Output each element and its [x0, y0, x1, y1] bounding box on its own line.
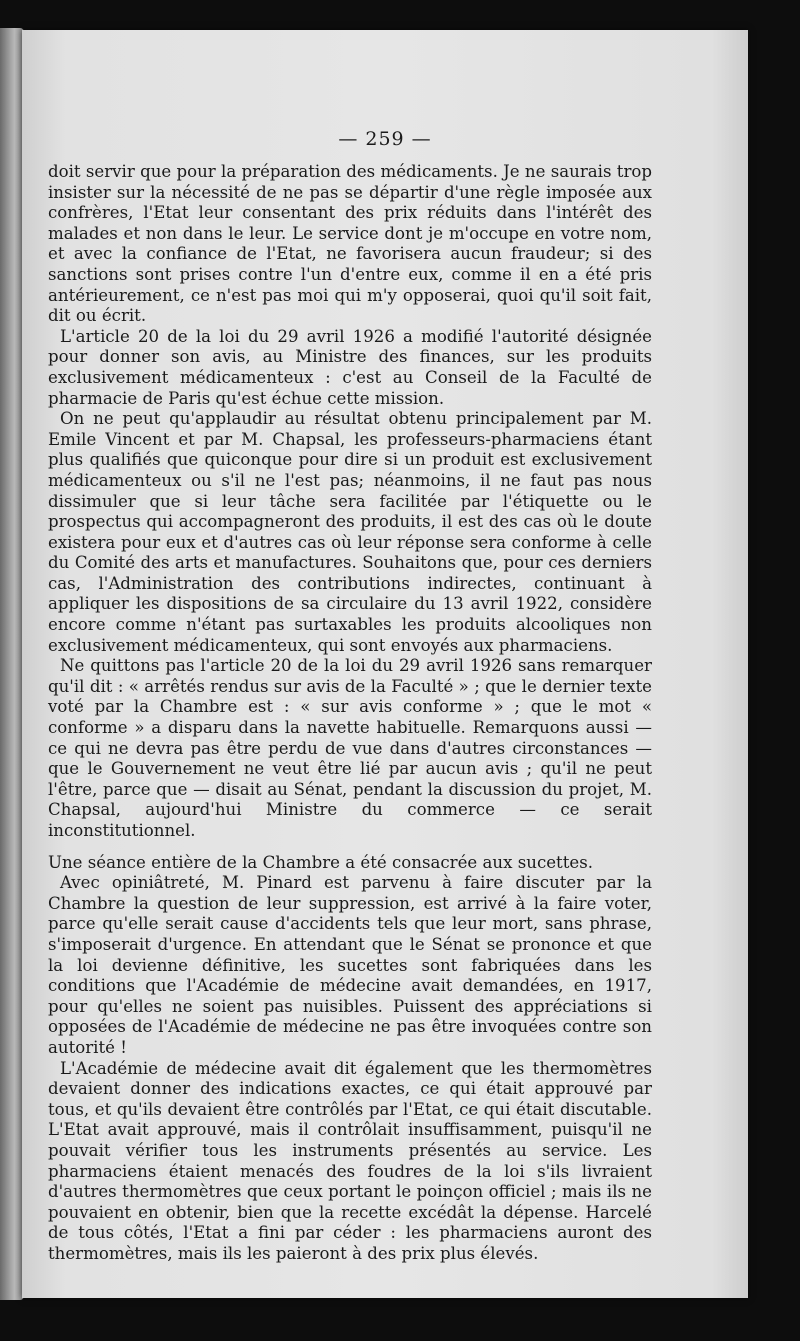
paragraph-5: Une séance entière de la Chambre a été consacrée aux sucettes.	[48, 852, 594, 872]
paragraph-1: doit servir que pour la préparation des médicaments. Je ne saurais trop insister sur la nécessité de ne pas se départir d'une règle imposée aux confrères, l'Etat leur consentant des prix réduits dans l'intérêt des malades et non dans le leur. Le service dont je m'occupe en votre nom, et avec la confiance de l'Etat, ne favorisera aucun fraudeur; si des sanctions sont prises contre l'un d'entre eux, comme il en a été pris antérieurement, ce n'est pas moi qui m'y opposerai, quoi qu'il soit fait, dit ou écrit.	[48, 162, 652, 326]
page-number: — 259 —	[338, 128, 432, 150]
book-page	[22, 30, 748, 1298]
adjacent-page-edge	[0, 28, 24, 1300]
paragraph-6: Avec opiniâtreté, M. Pinard est parvenu à faire discuter par la Chambre la question de leur suppression, est arrivé à la faire voter, parce qu'elle serait cause d'accidents tels que leur mort, sans phrase, s'imposerait d'urgence. En attendant que le Sénat se prononce et que la loi devienne définitive, les sucettes sont fabriquées dans les conditions que l'Académie de médecine avait demandées, en 1917, pour qu'elles ne soient pas nuisibles. Puissent des appréciations si opposées de l'Académie de médecine ne pas être invoquées contre son autorité !	[48, 873, 652, 1057]
paragraph-4: Ne quittons pas l'article 20 de la loi du 29 avril 1926 sans remarquer qu'il dit : « arrêtés rendus sur avis de la Faculté » ; que le dernier texte voté par la Chambre est : « sur avis conforme » ; que le mot « conforme » a disparu dans la navette habituelle. Remarquons aussi — ce qui ne devra pas être perdu de vue dans d'autres circonstances — que le Gouvernement ne veut être lié par aucun avis ; qu'il ne peut l'être, parce que — disait au Sénat, pendant la discussion du projet, M. Chapsal, aujourd'hui Ministre du commerce — ce serait inconstitutionnel.	[48, 656, 652, 840]
paragraph-7: L'Académie de médecine avait dit également que les thermomètres devaient donner des indications exactes, ce qui était approuvé par tous, et qu'ils devaient être contrôlés par l'Etat, ce qui était discutable. L'Etat avait approuvé, mais il contrôlait insuffisamment, puisqu'il ne pouvait vérifier tous les instruments présentés au service. Les pharmaciens étaient menacés des foudres de la loi s'ils livraient d'autres thermomètres que ceux portant le poinçon officiel ; mais ils ne pouvaient en obtenir, bien que la recette excédât la dépense. Harcelé de tous côtés, l'Etat a fini par céder : les pharmaciens auront des thermomètres, mais ils les paieront à des prix plus élevés.	[48, 1058, 652, 1263]
page-body	[48, 162, 652, 1264]
paragraph-2: L'article 20 de la loi du 29 avril 1926 a modifié l'autorité désignée pour donner son avis, au Ministre des finances, sur les produits exclusivement médicamenteux : c'est au Conseil de la Faculté de pharmacie de Paris qu'est échue cette mission.	[48, 326, 652, 408]
paragraph-3: On ne peut qu'applaudir au résultat obtenu principalement par M. Emile Vincent et par M. Chapsal, les professeurs-pharmaciens étant plus qualifiés que quiconque pour dire si un produit est exclusivement médicamenteux ou s'il ne l'est pas; néanmoins, il ne faut pas nous dissimuler que si leur tâche sera facilitée par l'étiquette ou le prospectus qui accompagneront des produits, il est des cas où le doute existera pour eux et d'autres cas où leur réponse sera conforme à celle du Comité des arts et manufactures. Souhaitons que, pour ces derniers cas, l'Administration des contributions indirectes, continuant à appliquer les dispositions de sa circulaire du 13 avril 1922, considère encore comme n'étant pas surtaxables les produits alcooliques non exclusivement médicamenteux, qui sont envoyés aux pharmaciens.	[48, 409, 652, 655]
